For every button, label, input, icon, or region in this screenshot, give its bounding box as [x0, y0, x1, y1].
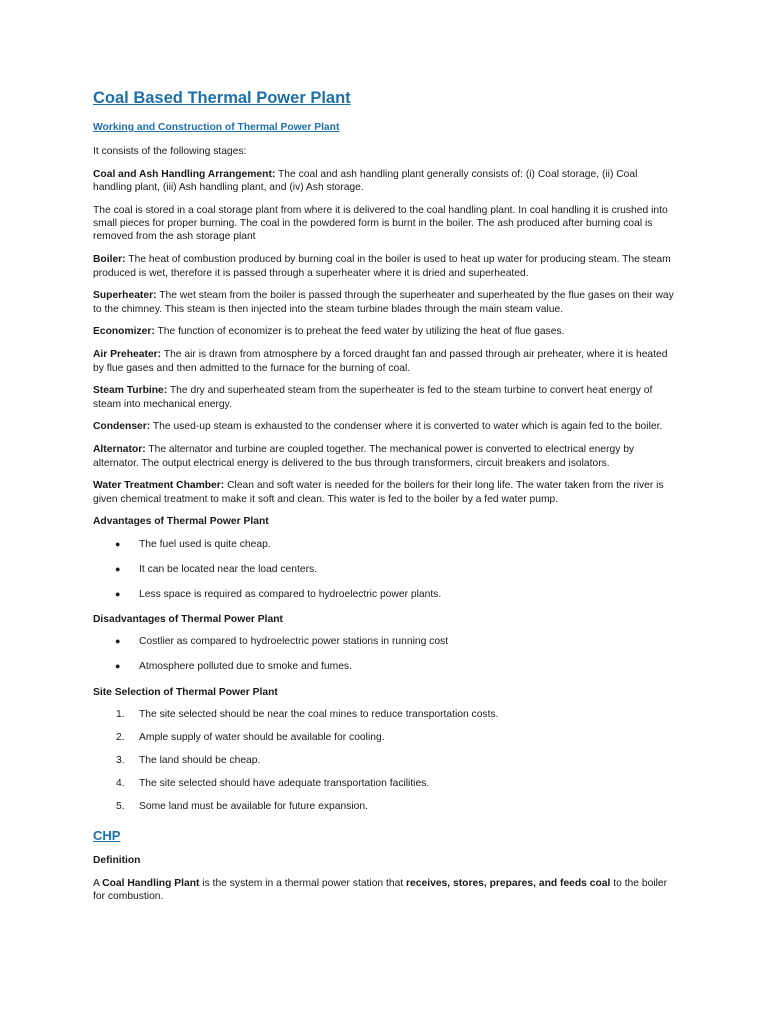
stage-paragraph [93, 168, 676, 195]
bullet-icon: ● [115, 563, 121, 574]
definition-text-a: A [93, 877, 103, 889]
stage-paragraph [93, 325, 676, 338]
stage-term: Air Preheater: [93, 349, 162, 361]
stage-paragraph [93, 204, 676, 244]
bullet-icon: ● [115, 636, 121, 647]
advantages-heading: Advantages of Thermal Power Plant [93, 516, 269, 528]
stage-paragraph [93, 348, 676, 375]
site-selection-heading: Site Selection of Thermal Power Plant [93, 686, 278, 698]
chp-heading: CHP [93, 828, 121, 844]
intro-text: It consists of the following stages: [93, 146, 247, 157]
stage-text: The coal is stored in a coal storage plant from where it is delivered to the coal handling plant. In coal handling it is crushed into small pieces for proper burning. The coal in the powdered form is burnt in the boiler. The ash produced after burning coal is removed from the ash storage plant [93, 204, 668, 243]
list-item-text: Ample supply of water should be available for cooling. [139, 731, 385, 743]
stage-paragraph [93, 420, 676, 433]
site-selection-list [93, 708, 676, 814]
definition-text-d: to the boiler for combustion. [93, 877, 668, 903]
stage-text: Clean and soft water is needed for the boilers for their long life. The water taken from the river is given chemical treatment to make it soft and clean. This water is fed to the boiler by a fed water pump. [93, 480, 664, 505]
list-number: 4. [116, 778, 125, 790]
definition-term: Coal Handling Plant [102, 877, 200, 889]
stage-paragraph [93, 289, 676, 316]
list-item [93, 731, 676, 744]
list-item [93, 635, 676, 648]
list-item [93, 708, 676, 721]
list-item [93, 588, 676, 601]
definition-text [93, 877, 676, 904]
list-item [93, 563, 676, 576]
list-item-text: The fuel used is quite cheap. [139, 538, 271, 550]
stage-text: The function of economizer is to preheat the feed water by utilizing the heat of flue gases. [154, 326, 565, 338]
stage-paragraph [93, 479, 676, 506]
list-number: 5. [116, 801, 125, 813]
bullet-icon: ● [115, 661, 121, 672]
list-item-text: Less space is required as compared to hydroelectric power plants. [139, 588, 442, 600]
stage-paragraph [93, 443, 676, 470]
list-item-text: Atmosphere polluted due to smoke and fumes. [139, 661, 352, 673]
stage-term: Alternator: [93, 444, 146, 456]
definition-text-c: is the system in a thermal power station that [199, 877, 407, 889]
disadvantages-heading: Disadvantages of Thermal Power Plant [93, 614, 283, 626]
list-item-text: It can be located near the load centers. [139, 563, 318, 575]
stage-term: Steam Turbine: [93, 385, 168, 397]
list-item-text: Some land must be available for future expansion. [139, 801, 368, 813]
list-item [93, 660, 676, 673]
list-item-text: The site selected should have adequate transportation facilities. [139, 778, 430, 790]
stage-term: Economizer: [93, 326, 155, 338]
list-item [93, 754, 676, 767]
definition-heading: Definition [93, 855, 141, 867]
stage-text: The alternator and turbine are coupled together. The mechanical power is converted to electrical energy by alternator. The output electrical energy is delivered to the bus through transformers, circuit breakers and isolators. [93, 444, 635, 469]
stage-text: The heat of combustion produced by burning coal in the boiler is used to heat up water for producing steam. The steam produced is wet, therefore it is passed through a superheater where it is dried and superheated. [93, 254, 671, 279]
list-item-text: Costlier as compared to hydroelectric power stations in running cost [139, 636, 449, 648]
stage-text: The wet steam from the boiler is passed through the superheater and superheated by the flue gases on their way to the chimney. This steam is then injected into the steam turbine blades through the main steam value. [93, 290, 674, 315]
disadvantages-list [93, 635, 676, 673]
stages-list [93, 168, 676, 506]
section-subtitle: Working and Construction of Thermal Power Plant [93, 122, 340, 133]
stage-term: Water Treatment Chamber: [93, 480, 225, 492]
stage-term: Boiler: [93, 254, 126, 266]
stage-text: The used-up steam is exhausted to the condenser where it is converted to water which is again fed to the boiler. [150, 421, 663, 433]
stage-paragraph [93, 384, 676, 411]
bullet-icon: ● [115, 588, 121, 599]
stage-term: Coal and Ash Handling Arrangement: [93, 168, 276, 180]
list-item [93, 538, 676, 551]
list-item [93, 800, 676, 813]
list-number: 3. [116, 754, 125, 766]
page-title: Coal Based Thermal Power Plant [93, 89, 351, 107]
list-item-text: The land should be cheap. [139, 754, 261, 766]
list-item-text: The site selected should be near the coal mines to reduce transportation costs. [139, 708, 499, 720]
bullet-icon: ● [115, 538, 121, 549]
list-item [93, 777, 676, 790]
advantages-list [93, 538, 676, 601]
stage-term: Condenser: [93, 421, 151, 433]
stage-text: The air is drawn from atmosphere by a forced draught fan and passed through air preheater, where it is heated by flue gases and then admitted to the furnace for the burning of coal. [93, 349, 668, 374]
stage-term: Superheater: [93, 290, 157, 302]
definition-emphasis: receives, stores, prepares, and feeds coal [406, 877, 611, 889]
list-number: 1. [116, 708, 125, 720]
stage-text: The dry and superheated steam from the superheater is fed to the steam turbine to convert heat energy of steam into mechanical energy. [93, 385, 653, 410]
stage-text: The coal and ash handling plant generally consists of: (i) Coal storage, (ii) Coal handling plant, (iii) Ash handling plant, and (iv) Ash storage. [93, 168, 638, 194]
list-number: 2. [116, 731, 125, 743]
stage-paragraph [93, 253, 676, 280]
